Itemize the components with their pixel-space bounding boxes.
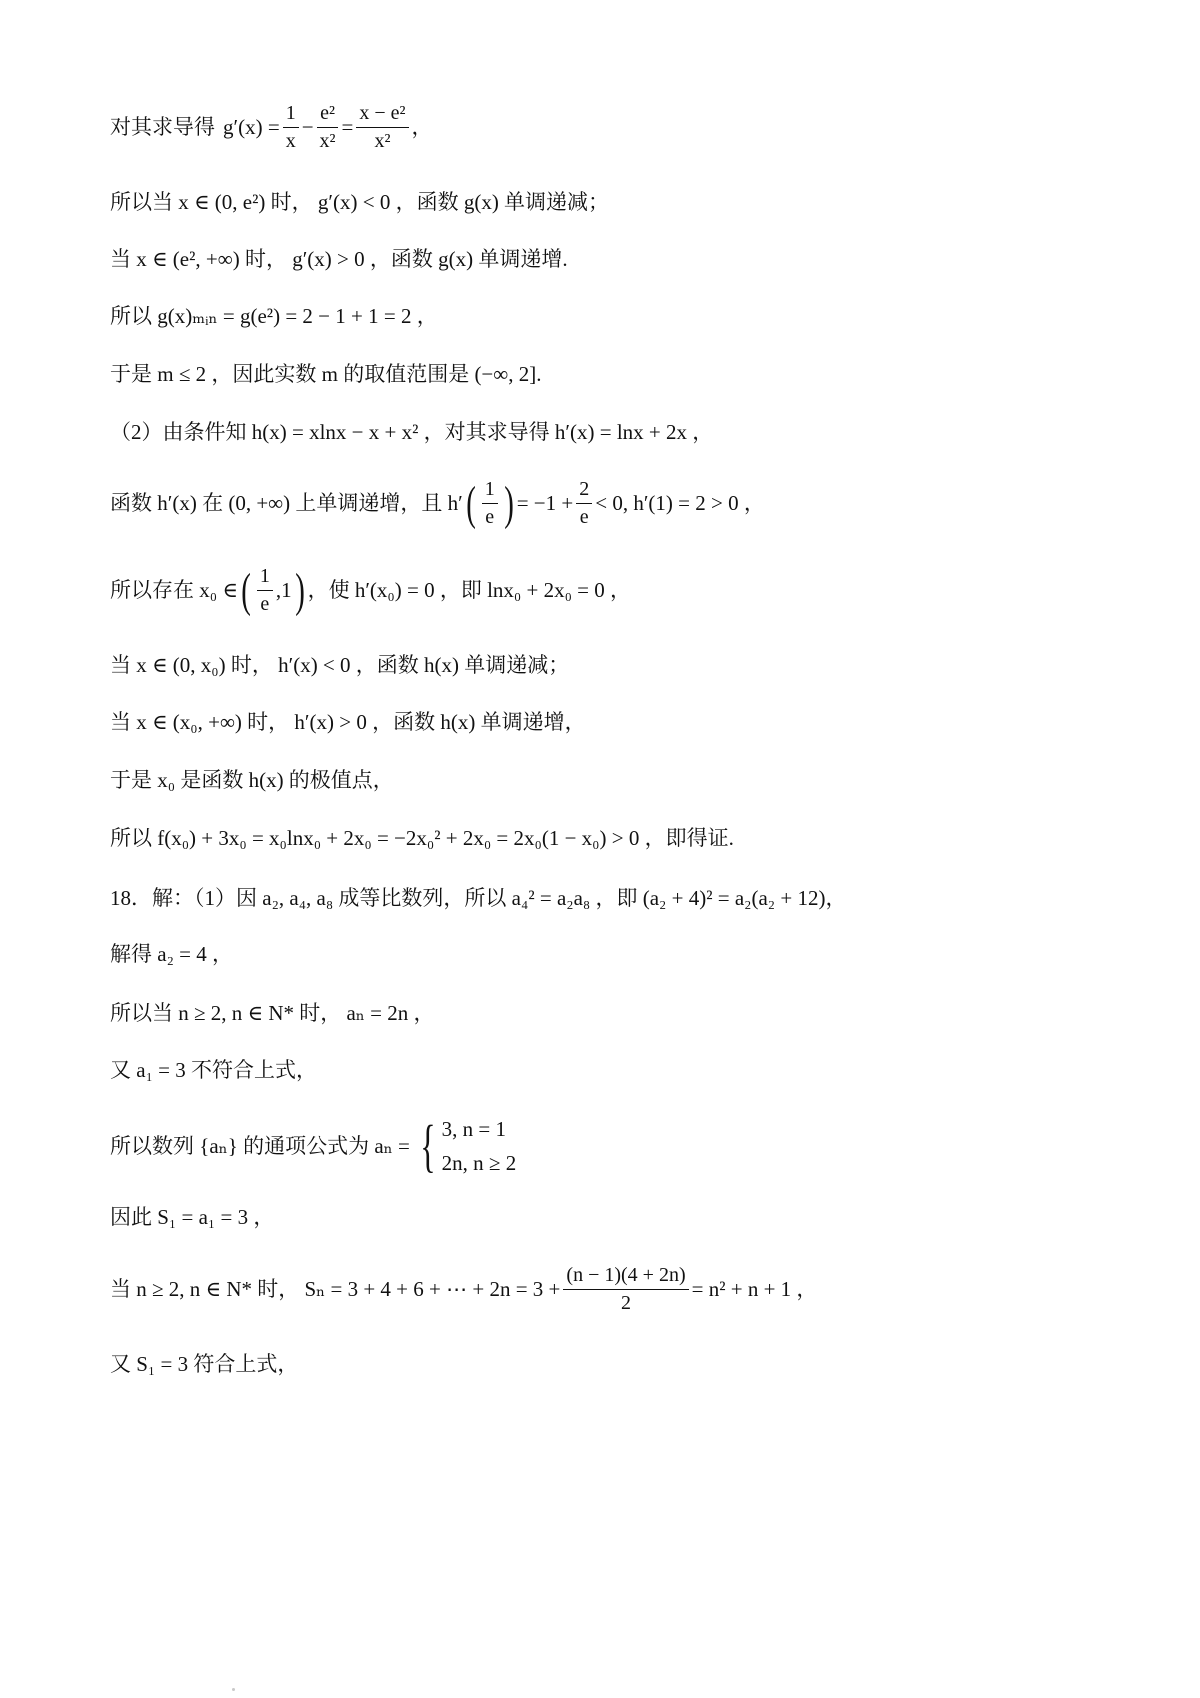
fraction-sum (563, 1264, 688, 1315)
text-segment: 当 n ≥ 2, n ∈ N* 时， Sₙ = 3 + 4 + 6 + ⋯ + 2n = 3 + (110, 1277, 561, 1301)
text-line: 又 S₁ = 3 符合上式， (110, 1352, 299, 1376)
scan-dot (232, 1688, 235, 1691)
existence-line (110, 565, 631, 616)
right-paren: ) (503, 476, 514, 530)
fraction-denominator: e (579, 506, 589, 528)
text-line: 当 x ∈ (x₀, +∞) 时， h′(x) > 0 ，函数 h(x) 单调递增， (110, 710, 586, 734)
right-paren: ) (294, 563, 305, 617)
fraction-e2-over-x2 (317, 102, 339, 153)
equals-sign: = (341, 115, 354, 139)
fraction-numerator: (n − 1)(4 + 2n) (563, 1264, 688, 1290)
fraction-denominator: x² (374, 130, 391, 152)
fraction-numerator: x − e² (356, 102, 408, 128)
text-line: 所以当 x ∈ (0, e²) 时， g′(x) < 0 ，函数 g(x) 单调递减； (110, 190, 610, 214)
text-segment: 函数 h′(x) 在 (0, +∞) 上单调递增，且 h′ (110, 491, 463, 515)
text-segment: 所以数列 {aₙ} 的通项公式为 aₙ = (110, 1133, 410, 1158)
derivative-line (110, 102, 433, 153)
text-line: 18．解：（1）因 a₂, a₄, a₈ 成等比数列，所以 a₄² = a₂a₈ ，即 (a₂ + 4)² = a₂(a₂ + 12)， (110, 886, 847, 910)
minus-sign: − (301, 115, 314, 139)
sum-line (110, 1264, 817, 1315)
fraction-numerator: 1 (283, 102, 299, 128)
fraction-1-over-e (482, 478, 498, 529)
text-line: 于是 m ≤ 2 ，因此实数 m 的取值范围是 (−∞, 2]. (110, 362, 542, 386)
text-segment: = n² + n + 1 ， (691, 1277, 818, 1301)
fraction-denominator: x² (319, 130, 336, 152)
text-line: 当 x ∈ (e², +∞) 时， g′(x) > 0 ，函数 g(x) 单调递增. (110, 247, 568, 271)
fraction-numerator: 1 (482, 478, 498, 504)
text-segment: ,1 (275, 578, 292, 602)
fraction-denominator: 2 (621, 1292, 631, 1314)
text-line: 所以 g(x)ₘᵢₙ = g(e²) = 2 − 1 + 1 = 2 ， (110, 304, 438, 328)
left-brace: { (420, 1113, 436, 1178)
text-segment: < 0, h′(1) = 2 > 0 ， (595, 491, 765, 515)
text-segment: 对其求导得 (110, 115, 215, 139)
formula-lhs: g′(x) = (223, 115, 280, 139)
text-line: （2）由条件知 h(x) = xlnx − x + x² ，对其求导得 h′(x) = lnx + 2x ， (110, 420, 714, 444)
fraction-1-over-x (283, 102, 299, 153)
case-2: 2n, n ≥ 2 (441, 1151, 517, 1175)
text-segment: 所以存在 x₀ ∈ (110, 578, 238, 602)
cases-column (442, 1112, 517, 1180)
fraction-1-over-e (257, 565, 273, 616)
fraction-numerator: 1 (257, 565, 273, 591)
fraction-numerator: 2 (576, 478, 592, 504)
text-line: 于是 x₀ 是函数 h(x) 的极值点， (110, 768, 394, 792)
fraction-denominator: x (285, 130, 296, 152)
text-segment: ， (411, 115, 433, 139)
fraction-denominator: e (260, 593, 270, 615)
text-line: 又 a₁ = 3 不符合上式， (110, 1058, 317, 1082)
piecewise-line (110, 1112, 516, 1180)
piecewise-cases (414, 1112, 516, 1180)
left-paren: ( (465, 476, 476, 530)
text-line: 解得 a₂ = 4 ， (110, 942, 233, 966)
text-line: 当 x ∈ (0, x₀) 时， h′(x) < 0 ，函数 h(x) 单调递减； (110, 653, 570, 677)
fraction-numerator: e² (317, 102, 338, 128)
text-line: 因此 S₁ = a₁ = 3 ， (110, 1205, 275, 1229)
monotonic-line (110, 478, 765, 529)
fraction-2-over-e (576, 478, 592, 529)
left-paren: ( (241, 563, 251, 617)
fraction-result (356, 102, 408, 153)
text-segment: = −1 + (516, 491, 574, 515)
text-segment: ，使 h′(x₀) = 0 ，即 lnx₀ + 2x₀ = 0 ， (307, 578, 632, 602)
fraction-denominator: e (485, 506, 495, 528)
case-1: 3, n = 1 (441, 1117, 507, 1141)
text-line: 所以 f(x₀) + 3x₀ = x₀lnx₀ + 2x₀ = −2x₀² + 2x₀ = 2x₀(1 − x₀) > 0 ，即得证. (110, 826, 734, 850)
text-line: 所以当 n ≥ 2, n ∈ N* 时， aₙ = 2n ， (110, 1001, 435, 1025)
